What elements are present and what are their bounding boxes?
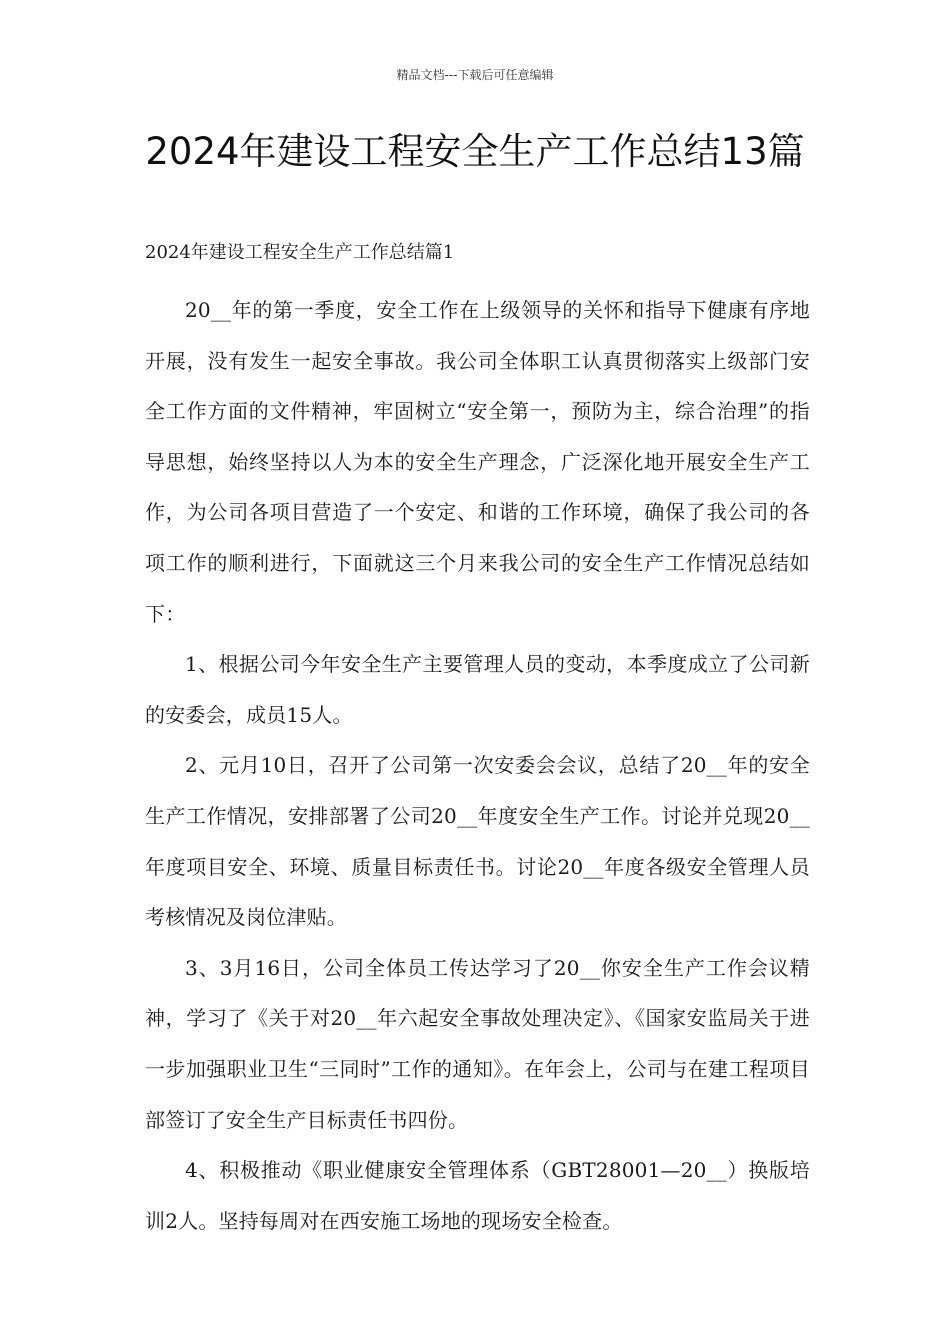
header-note: 精品文档---下载后可任意编辑: [396, 68, 554, 82]
paragraph-intro: 20__年的第一季度，安全工作在上级领导的关怀和指导下健康有序地开展，没有发生一起安全事故。我公司全体职工认真贯彻落实上级部门安全工作方面的文件精神，牢固树立“安全第一，预防为主，综合治理”的指导思想，始终坚持以人为本的安全生产理念，广泛深化地开展安全生产工作，为公司各项目营造了一个安定、和谐的工作环境，确保了我公司的各项工作的顺利进行，下面就这三个月来我公司的安全生产工作情况总结如下：: [145, 298, 810, 626]
document-body: [145, 285, 810, 1246]
paragraph-item-3: 3、3月16日，公司全体员工传达学习了20__你安全生产工作会议精神，学习了《关于对20__年六起安全事故处理决定》、《国家安监局关于进一步加强职业卫生“三同时”工作的通知》。在年会上，公司与在建工程项目部签订了安全生产目标责任书四份。: [145, 955, 810, 1132]
paragraph-item-4: 4、积极推动《职业健康安全管理体系（GBT28001—20__）换版培训2人。坚持每周对在西安施工场地的现场安全检查。: [145, 1158, 810, 1233]
section-heading: 2024年建设工程安全生产工作总结篇1: [145, 242, 455, 263]
paragraph-item-1: 1、根据公司今年安全生产主要管理人员的变动，本季度成立了公司新的安委会，成员15人。: [145, 652, 810, 727]
document-title: 2024年建设工程安全生产工作总结13篇: [145, 130, 805, 173]
paragraph-item-2: 2、元月10日，召开了公司第一次安委会会议，总结了20__年的安全生产工作情况，安排部署了公司20__年度安全生产工作。讨论并兑现20__年度项目安全、环境、质量目标责任书。讨论20__年度各级安全管理人员考核情况及岗位津贴。: [145, 753, 810, 930]
